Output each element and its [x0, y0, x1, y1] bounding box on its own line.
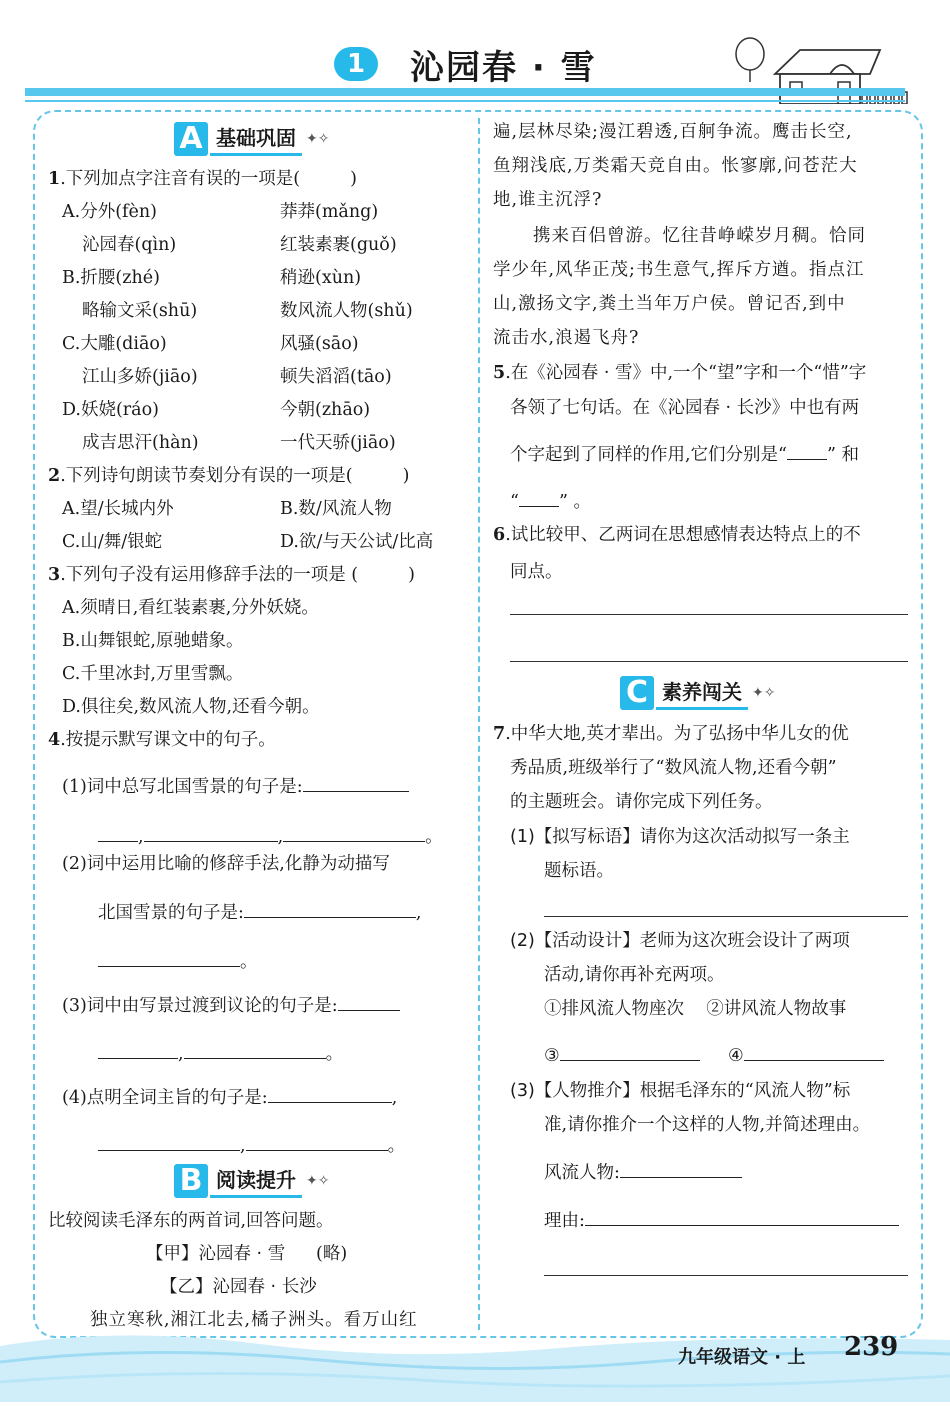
q1-option-d-right: 今朝(zhāo) — [280, 400, 371, 420]
answer-blank[interactable] — [98, 950, 240, 967]
answer-blank[interactable] — [244, 901, 416, 918]
q4-part2: (2)词中运用比喻的修辞手法,化静为动描写 — [62, 854, 390, 874]
answer-blank[interactable] — [303, 775, 409, 792]
q3-option-a: A.须晴日,看红装素裹,分外妖娆。 — [62, 598, 319, 618]
q5-stem: 5.在《沁园春 · 雪》中,一个“望”字和一个“惜”字 — [493, 363, 867, 383]
q1-option-a-right2: 红装素裹(guǒ) — [280, 235, 397, 255]
q6-answer-line[interactable] — [510, 614, 908, 615]
q4-part4: (4)点明全词主旨的句子是: , — [62, 1088, 398, 1108]
answer-blank[interactable] — [283, 825, 425, 842]
section-a-heading — [174, 122, 329, 156]
q4-part2-cont: 北国雪景的句子是: , — [98, 903, 422, 923]
q4-part3: (3)词中由写景过渡到议论的句子是: — [62, 994, 400, 1017]
q2-option-c: C.山/舞/银蛇 — [62, 532, 163, 552]
lesson-number-badge: 1 — [334, 47, 378, 81]
slogan-answer-line[interactable] — [544, 916, 908, 917]
q6-answer-line[interactable] — [510, 661, 908, 662]
section-a-title: 基础巩固 — [210, 122, 302, 156]
q4-part4-cont: , 。 — [98, 1134, 405, 1157]
poem-b-line: 地,谁主沉浮? — [493, 190, 603, 210]
q1-option-c-right: 风骚(sāo) — [280, 334, 359, 354]
q1-option-d-left2: 成吉思汗(hàn) — [82, 433, 199, 453]
q4-part3-cont: , 。 — [98, 1042, 343, 1065]
q1-option-b-left2: 略输文采(shū) — [82, 301, 198, 321]
poem-b-line: 山,激扬文字,粪土当年万户侯。曾记否,到中 — [493, 294, 846, 314]
section-c-title: 素养闯关 — [656, 676, 748, 710]
page-title: 沁园春 · 雪 — [410, 48, 597, 88]
q5-line4: “ ” 。 — [510, 492, 591, 512]
q1-option-a-left2: 沁园春(qìn) — [82, 235, 177, 255]
answer-blank[interactable] — [787, 443, 827, 460]
sparkle-icon: ✦✧ — [306, 1173, 330, 1189]
answer-blank[interactable] — [560, 1044, 700, 1061]
answer-blank[interactable] — [98, 1134, 240, 1151]
q5-line2: 各领了七句话。在《沁园春 · 长沙》中也有两 — [510, 398, 860, 418]
q2-stem: 2.下列诗句朗读节奏划分有误的一项是( ) — [48, 466, 410, 486]
q7-part3-cont: 准,请你推介一个这样的人物,并简述理由。 — [544, 1115, 871, 1135]
answer-blank[interactable] — [268, 1086, 392, 1103]
q1-stem: 1.下列加点字注音有误的一项是( ) — [48, 169, 357, 189]
q1-option-b-right2: 数风流人物(shǔ) — [280, 301, 413, 321]
poem-b-line: 遍,层林尽染;漫江碧透,百舸争流。鹰击长空, — [493, 122, 853, 142]
answer-blank[interactable] — [98, 1042, 178, 1059]
q3-stem: 3.下列句子没有运用修辞手法的一项是 ( ) — [48, 565, 415, 585]
q1-option-a-right: 莽莽(mǎng) — [280, 202, 379, 222]
q7-line2: 秀品质,班级举行了“数风流人物,还看今朝” — [510, 758, 837, 778]
q2-option-b: B.数/风流人物 — [280, 499, 392, 519]
q7-activity-3: ③ — [544, 1044, 700, 1067]
answer-blank[interactable] — [184, 1042, 326, 1059]
poem-b-line: 学少年,风华正茂;书生意气,挥斥方遒。指点江 — [493, 260, 865, 280]
section-c-letter: C — [620, 676, 654, 710]
q7-part2-cont: 活动,请你再补充两项。 — [544, 965, 725, 985]
q3-option-d: D.俱往矣,数风流人物,还看今朝。 — [62, 697, 320, 717]
q4-part1-cont: , , 。 — [98, 825, 443, 848]
q1-option-c-left2: 江山多娇(jiāo) — [82, 367, 198, 387]
poem-a-title: 【甲】沁园春 · 雪 — [146, 1244, 286, 1264]
q7-stem: 7.中华大地,英才辈出。为了弘扬中华儿女的优 — [493, 724, 849, 744]
section-b-title: 阅读提升 — [210, 1164, 302, 1198]
q7-activity-4: ④ — [728, 1044, 884, 1067]
q1-option-a-left: A.分外(fèn) — [62, 202, 157, 222]
section-b-heading — [174, 1164, 329, 1198]
q1-option-c-right2: 顿失滔滔(tāo) — [280, 367, 392, 387]
reading-intro: 比较阅读毛泽东的两首词,回答问题。 — [48, 1211, 334, 1231]
header-rule — [25, 88, 905, 96]
column-divider — [478, 118, 480, 1330]
q6-line2: 同点。 — [510, 562, 563, 582]
answer-blank[interactable] — [519, 490, 559, 507]
q4-stem: 4.按提示默写课文中的句子。 — [48, 730, 276, 750]
poem-b-line: 鱼翔浅底,万类霜天竞自由。怅寥廓,问苍茫大 — [493, 156, 858, 176]
q7-part1: (1)【拟写标语】请你为这次活动拟写一条主 — [510, 827, 850, 847]
answer-blank[interactable] — [338, 994, 400, 1011]
q7-part3: (3)【人物推介】根据毛泽东的“风流人物”标 — [510, 1081, 851, 1101]
q7-line3: 的主题班会。请你完成下列任务。 — [510, 792, 773, 812]
poem-a-note: (略) — [316, 1244, 348, 1264]
reason-answer-blank[interactable] — [585, 1209, 899, 1226]
q7-part1-cont: 题标语。 — [544, 861, 614, 881]
answer-blank[interactable] — [744, 1044, 884, 1061]
q4-part1: (1)词中总写北国雪景的句子是: — [62, 775, 409, 798]
q1-option-c-left: C.大雕(diāo) — [62, 334, 167, 354]
answer-blank[interactable] — [246, 1134, 388, 1151]
q7-activity-items: ①排风流人物座次 ②讲风流人物故事 — [544, 999, 847, 1019]
q7-part2: (2)【活动设计】老师为这次班会设计了两项 — [510, 931, 850, 951]
q4-part2-cont2: 。 — [98, 950, 258, 973]
q2-option-d: D.欲/与天公试/比高 — [280, 532, 434, 552]
q5-line3: 个字起到了同样的作用,它们分别是“ ” 和 — [510, 445, 860, 465]
q1-option-b-right: 稍逊(xùn) — [280, 268, 362, 288]
reason-answer-line[interactable] — [544, 1275, 908, 1276]
poem-b-title: 【乙】沁园春 · 长沙 — [160, 1277, 317, 1297]
answer-blank[interactable] — [144, 825, 278, 842]
q3-option-c: C.千里冰封,万里雪飘。 — [62, 664, 244, 684]
q1-option-b-left: B.折腰(zhé) — [62, 268, 160, 288]
poem-b-line: 携来百侣曾游。忆往昔峥嵘岁月稠。恰同 — [533, 226, 866, 246]
sparkle-icon: ✦✧ — [306, 131, 330, 147]
section-b-letter: B — [174, 1164, 208, 1198]
q1-option-d-left: D.妖娆(ráo) — [62, 400, 159, 420]
poem-b-line: 流击水,浪遏飞舟? — [493, 328, 640, 348]
sparkle-icon: ✦✧ — [752, 685, 776, 701]
reason-field: 理由: — [544, 1209, 899, 1232]
poem-b-line: 独立寒秋,湘江北去,橘子洲头。看万山红 — [90, 1310, 418, 1330]
q2-option-a: A.望/长城内外 — [62, 499, 174, 519]
q1-option-d-right2: 一代天骄(jiāo) — [280, 433, 396, 453]
person-field: 风流人物: — [544, 1161, 742, 1184]
footer-wave-decoration — [0, 1326, 950, 1402]
person-answer-blank[interactable] — [620, 1161, 742, 1178]
book-label: 九年级语文 · 上 — [678, 1347, 806, 1368]
section-a-letter: A — [174, 122, 208, 156]
answer-blank[interactable] — [98, 825, 138, 842]
header-rule-thin — [25, 100, 905, 102]
page-number: 239 — [844, 1332, 899, 1362]
section-c-heading — [620, 676, 775, 710]
q3-option-b: B.山舞银蛇,原驰蜡象。 — [62, 631, 244, 651]
q6-stem: 6.试比较甲、乙两词在思想感情表达特点上的不 — [493, 525, 861, 545]
